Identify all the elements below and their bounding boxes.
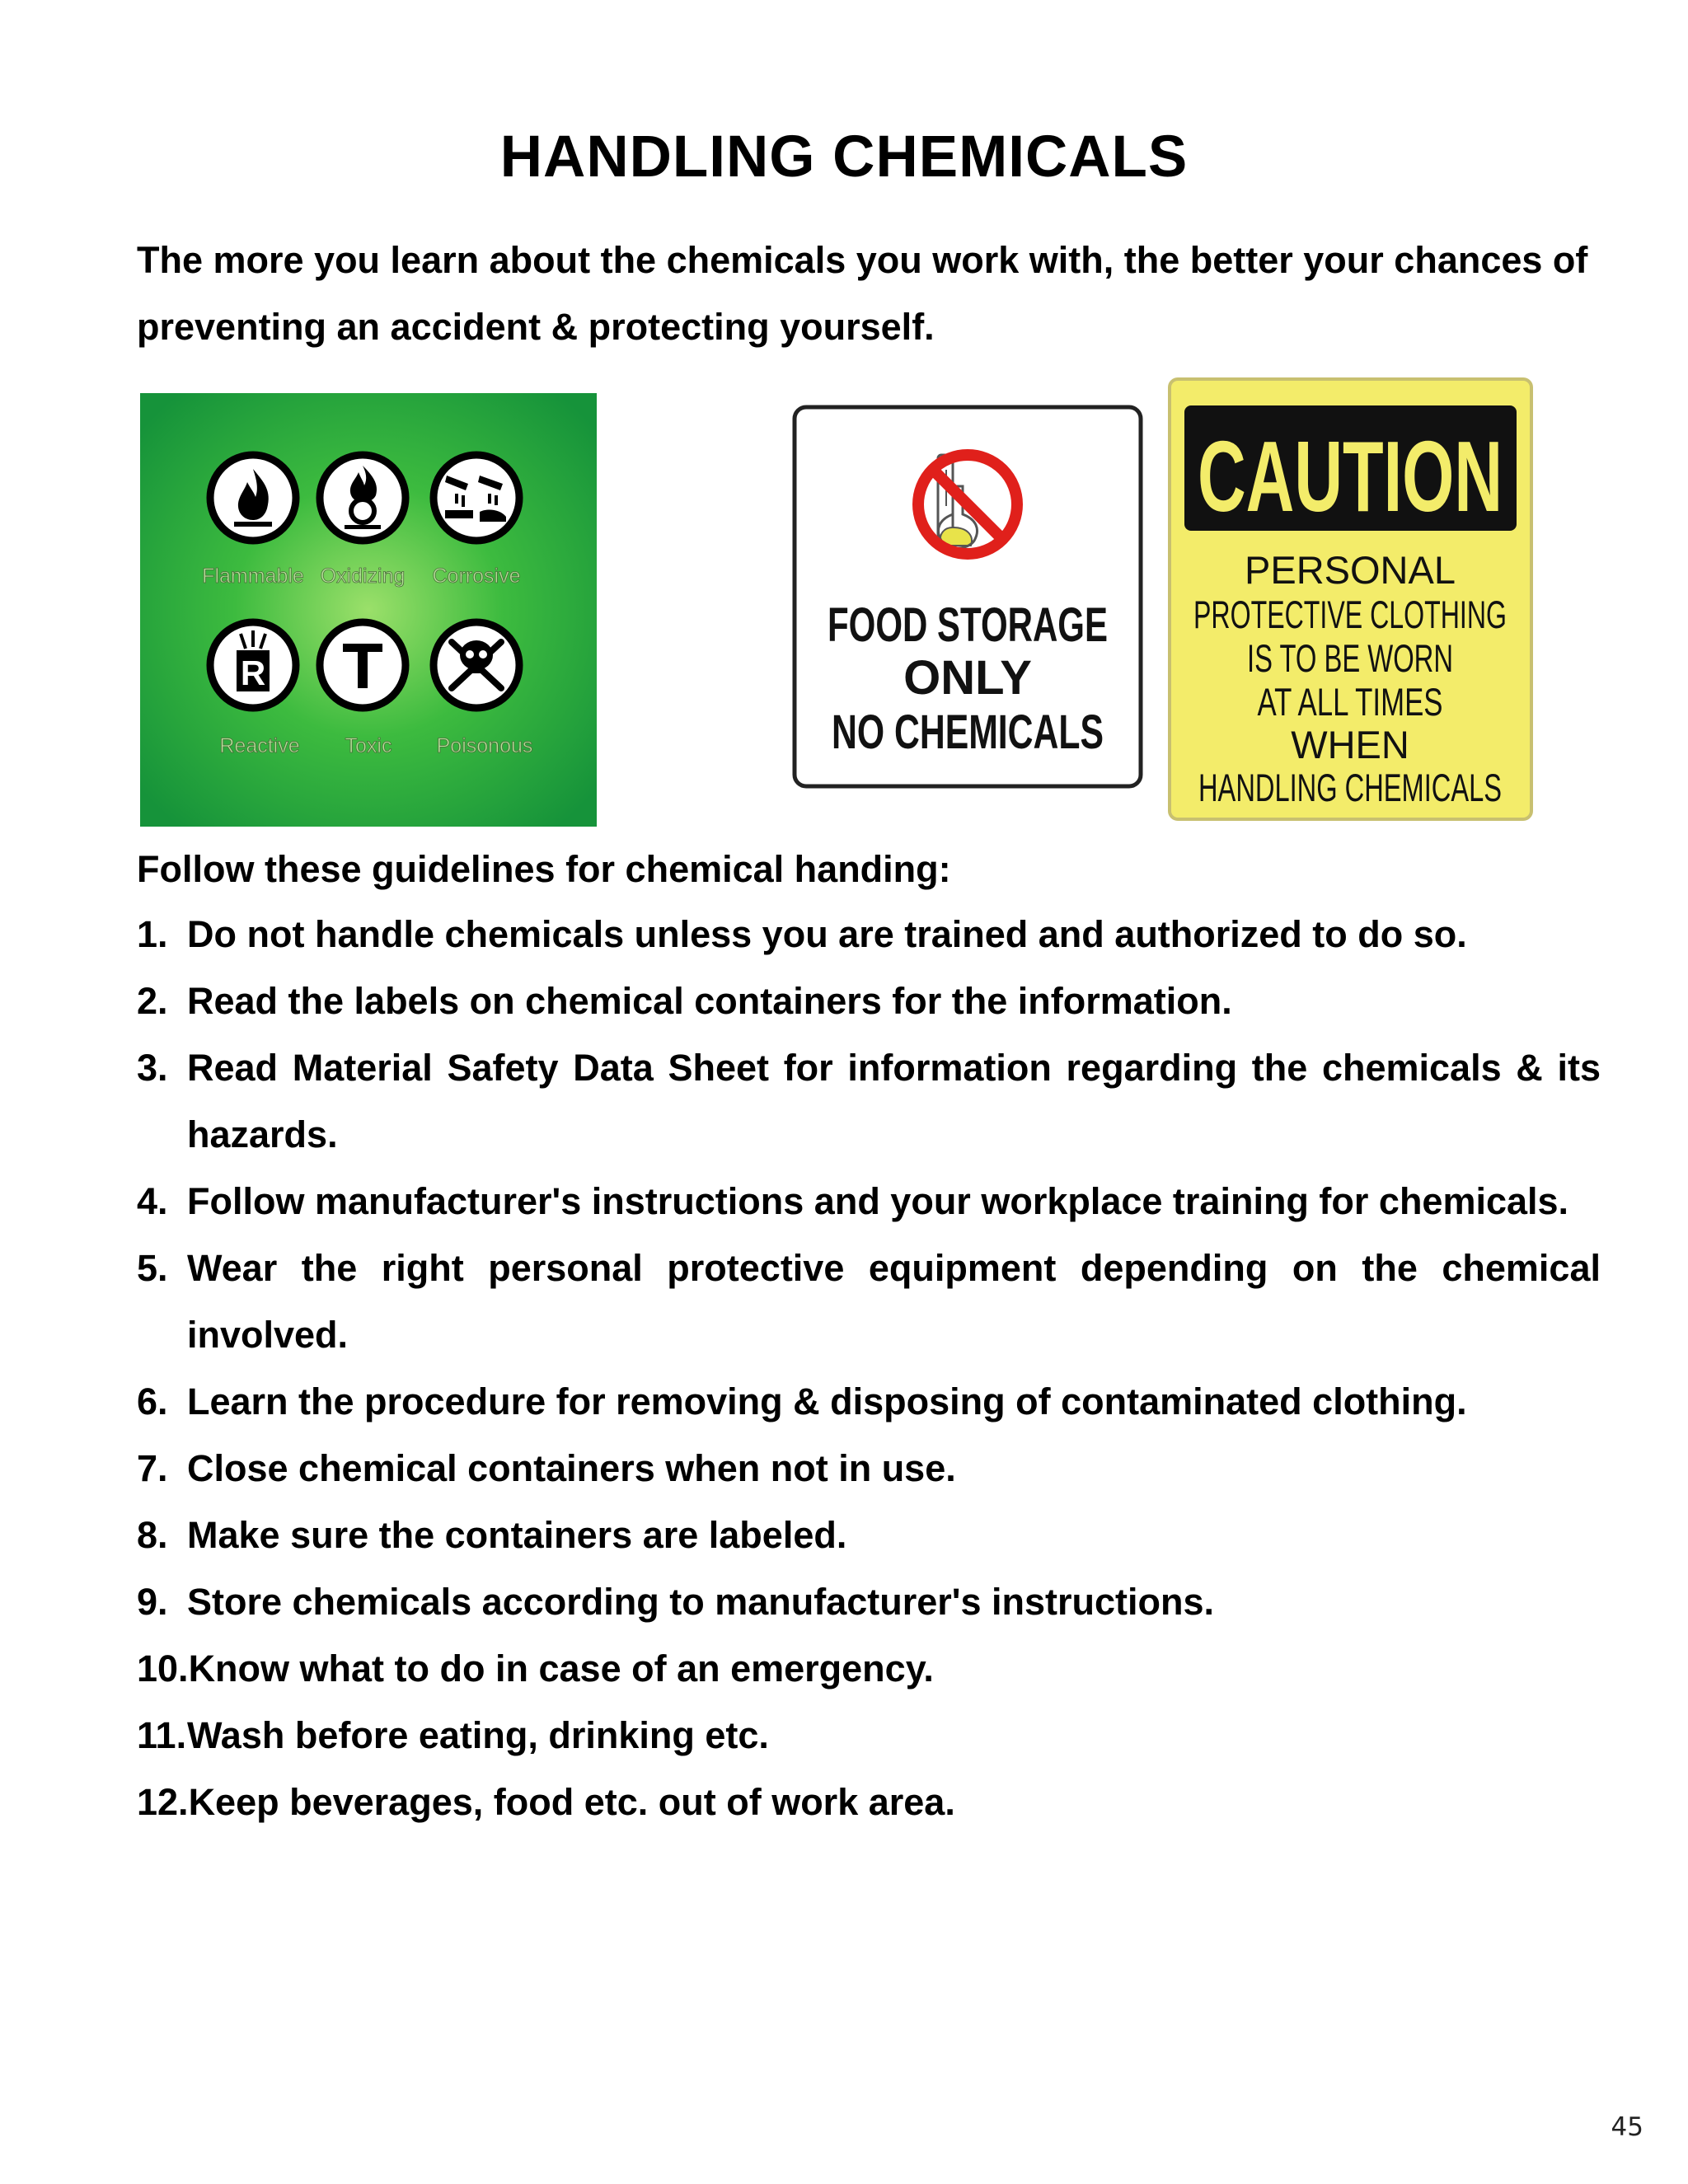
hazard-label-toxic: Toxic bbox=[345, 734, 392, 757]
flame-icon bbox=[210, 455, 296, 541]
guideline-item bbox=[137, 1568, 1601, 1635]
guideline-item bbox=[137, 1235, 1601, 1368]
food-sign-line-2: ONLY bbox=[903, 651, 1032, 705]
guideline-number: 5. bbox=[137, 1247, 168, 1289]
guideline-number: 9. bbox=[137, 1581, 168, 1623]
food-sign-line-3: NO CHEMICALS bbox=[832, 705, 1104, 759]
caution-line-1: PERSONAL bbox=[1245, 548, 1456, 592]
guideline-item bbox=[137, 901, 1601, 968]
guideline-item bbox=[137, 1034, 1601, 1168]
guideline-number: 1. bbox=[137, 913, 168, 955]
skull-crossbones-icon bbox=[434, 622, 519, 708]
guideline-text: Read Material Safety Data Sheet for information regarding the chemicals & its hazards. bbox=[187, 1047, 1601, 1155]
flame-over-circle-icon bbox=[320, 455, 406, 541]
svg-text:R: R bbox=[240, 654, 266, 692]
hazard-label-oxidizing: Oxidizing bbox=[320, 565, 406, 588]
caution-line-5: WHEN bbox=[1291, 723, 1409, 766]
guideline-number: 8. bbox=[137, 1514, 168, 1556]
caution-line-3: IS TO BE WORN bbox=[1247, 636, 1453, 680]
guideline-item bbox=[137, 1635, 1601, 1702]
reactive-icon bbox=[210, 622, 296, 708]
food-sign-line-1: FOOD STORAGE bbox=[828, 598, 1108, 652]
page-number: 45 bbox=[1611, 2112, 1643, 2142]
page-title: HANDLING CHEMICALS bbox=[499, 124, 1189, 190]
guideline-text: Read the labels on chemical containers for the information. bbox=[187, 980, 1232, 1022]
guideline-text: Follow manufacturer's instructions and your workplace training for chemicals. bbox=[187, 1180, 1569, 1222]
guideline-text: Do not handle chemicals unless you are trained and authorized to do so. bbox=[187, 913, 1467, 955]
guidelines-heading: Follow these guidelines for chemical handing: bbox=[137, 848, 951, 890]
guideline-text: Keep beverages, food etc. out of work area. bbox=[188, 1781, 955, 1823]
guideline-number: 12. bbox=[137, 1781, 189, 1823]
caution-sign-image bbox=[1168, 377, 1533, 821]
guideline-text: Wash before eating, drinking etc. bbox=[187, 1714, 769, 1756]
guideline-text: Know what to do in case of an emergency. bbox=[188, 1647, 934, 1690]
guideline-number: 7. bbox=[137, 1447, 168, 1489]
guideline-text: Store chemicals according to manufacturer's instructions. bbox=[187, 1581, 1215, 1623]
guideline-text: Learn the procedure for removing & disposing of contaminated clothing. bbox=[187, 1380, 1467, 1422]
guidelines-list bbox=[137, 901, 1601, 1835]
corrosion-icon bbox=[434, 455, 519, 541]
caution-line-6: HANDLING CHEMICALS bbox=[1198, 766, 1502, 809]
guideline-item bbox=[137, 1502, 1601, 1568]
caution-header-text: CAUTION bbox=[1198, 420, 1503, 532]
hazard-label-poisonous: Poisonous bbox=[436, 734, 533, 757]
intro-paragraph: The more you learn about the chemicals you work with, the better your chances of preventing an accident & protecting yourself. bbox=[137, 239, 1588, 348]
guideline-item bbox=[137, 1435, 1601, 1502]
caution-line-2: PROTECTIVE CLOTHING bbox=[1193, 593, 1507, 636]
hazard-symbols-image bbox=[140, 393, 597, 827]
guideline-item bbox=[137, 1702, 1601, 1769]
guideline-item bbox=[137, 1168, 1601, 1235]
food-storage-sign-image bbox=[791, 404, 1144, 790]
hazard-label-flammable: Flammable bbox=[202, 565, 304, 588]
guideline-number: 4. bbox=[137, 1180, 168, 1222]
guideline-item bbox=[137, 1368, 1601, 1435]
guideline-text: Wear the right personal protective equipment depending on the chemical involved. bbox=[187, 1247, 1601, 1356]
hazard-label-reactive: Reactive bbox=[219, 734, 300, 757]
guideline-item bbox=[137, 968, 1601, 1034]
guideline-text: Close chemical containers when not in use. bbox=[187, 1447, 956, 1489]
guideline-number: 11. bbox=[137, 1714, 187, 1756]
guideline-number: 3. bbox=[137, 1047, 168, 1089]
hazard-label-corrosive: Corrosive bbox=[432, 565, 521, 588]
guideline-number: 10. bbox=[137, 1647, 189, 1690]
guideline-text: Make sure the containers are labeled. bbox=[187, 1514, 847, 1556]
guideline-number: 2. bbox=[137, 980, 168, 1022]
guideline-item bbox=[137, 1769, 1601, 1835]
caution-line-4: AT ALL TIMES bbox=[1257, 680, 1443, 724]
toxic-icon bbox=[320, 622, 406, 708]
guideline-number: 6. bbox=[137, 1380, 168, 1422]
